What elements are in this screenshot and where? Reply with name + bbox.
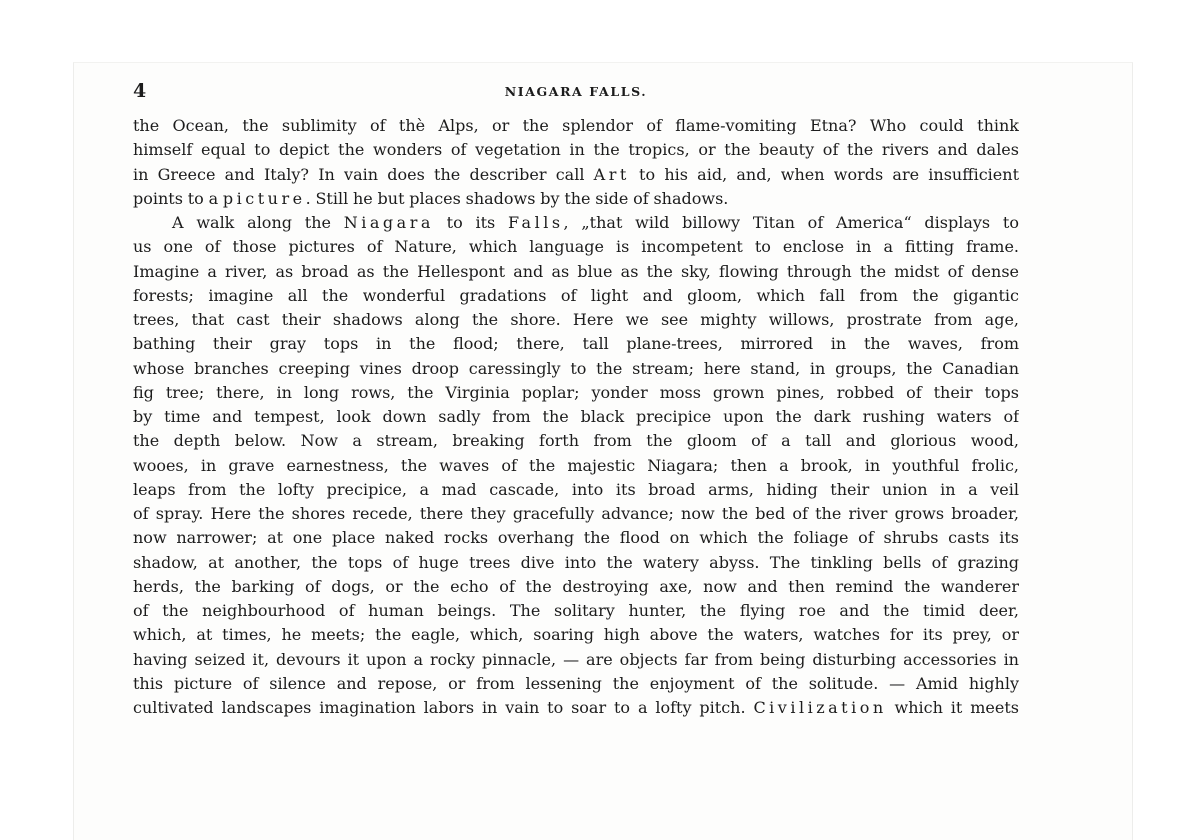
text-line	[133, 429, 1019, 453]
text-segment: trees, that cast their shadows along the shore. Here we see mighty willows, prostrate from age,	[133, 310, 1019, 329]
letterspaced-word: Niagara	[343, 213, 434, 232]
letterspaced-word: Art	[593, 164, 630, 184]
text-segment: , „that wild billowy Titan of America“ displays to	[563, 213, 1019, 232]
letterspaced-word: Civilization	[753, 698, 887, 717]
text-segment: which, at times, he meets; the eagle, which, soaring high above the waters, watches for its prey, or	[133, 625, 1019, 645]
text-segment: of the neighbourhood of human beings. The solitary hunter, the flying roe and the timid deer,	[133, 601, 1019, 620]
letterspaced-word: picture	[222, 188, 306, 208]
text-segment: the depth below. Now a stream, breaking forth from the gloom of a tall and glorious wood,	[133, 431, 1019, 451]
text-line	[133, 308, 1019, 332]
text-segment: bathing their gray tops in the flood; there, tall plane-trees, mirrored in the waves, from	[133, 334, 1019, 354]
text-line	[133, 235, 1019, 259]
text-line	[133, 138, 1019, 162]
text-line	[133, 163, 1019, 187]
text-line	[133, 114, 1019, 138]
text-segment: Imagine a river, as broad as the Hellespont and as blue as the sky, flowing through the midst of dense	[133, 261, 1019, 281]
page-number: 4	[133, 80, 147, 102]
letterspaced-word: Falls	[508, 213, 564, 232]
text-line	[133, 332, 1019, 356]
page-header	[133, 79, 1019, 103]
text-segment: us one of those pictures of Nature, which language is incompetent to enclose in a fitting frame.	[133, 237, 1019, 257]
text-segment: points to a	[133, 188, 223, 208]
scanned-book-page	[73, 62, 1133, 840]
text-segment: this picture of silence and repose, or from lessening the enjoyment of the solitude. — Amid highly	[133, 673, 1019, 693]
text-line	[133, 551, 1019, 575]
text-segment: himself equal to depict the wonders of vegetation in the tropics, or the beauty of the rivers and dales	[133, 140, 1019, 160]
text-segment: leaps from the lofty precipice, a mad cascade, into its broad arms, hiding their union in a veil	[133, 479, 1019, 499]
text-line	[133, 599, 1019, 623]
text-line	[133, 284, 1019, 308]
text-segment: now narrower; at one place naked rocks overhang the flood on which the foliage of shrubs casts its	[133, 528, 1019, 548]
text-line	[133, 211, 1019, 235]
text-segment: shadow, at another, the tops of huge trees dive into the watery abyss. The tinkling bells of grazing	[133, 552, 1019, 572]
text-segment: the Ocean, the sublimity of thè Alps, or the splendor of flame-vomiting Etna? Who could think	[133, 116, 1019, 135]
text-line	[133, 454, 1019, 478]
text-segment: having seized it, devours it upon a rocky pinnacle, — are objects far from being disturbing accessories in	[133, 649, 1019, 669]
text-line	[133, 405, 1019, 429]
body-text	[133, 114, 1019, 720]
text-segment: wooes, in grave earnestness, the waves of the majestic Niagara; then a brook, in youthful frolic,	[133, 455, 1019, 475]
text-line	[133, 357, 1019, 381]
text-segment: fig tree; there, in long rows, the Virginia poplar; yonder moss grown pines, robbed of their tops	[133, 382, 1019, 402]
text-segment: forests; imagine all the wonderful gradations of light and gloom, which fall from the gigantic	[133, 285, 1019, 305]
text-segment: herds, the barking of dogs, or the echo of the destroying axe, now and then remind the wanderer	[133, 576, 1019, 596]
text-line	[133, 502, 1019, 526]
text-segment: to his aid, and, when words are insufficient	[629, 164, 1019, 184]
text-segment: in Greece and Italy? In vain does the describer call	[133, 164, 594, 184]
text-line	[133, 187, 1019, 211]
text-segment: A walk along the	[172, 213, 344, 232]
text-line	[133, 623, 1019, 647]
text-segment: to its	[433, 213, 509, 232]
text-segment: cultivated landscapes imagination labors in vain to soar to a lofty pitch.	[133, 698, 754, 717]
text-segment: whose branches creeping vines droop caressingly to the stream; here stand, in groups, the Canadian	[133, 358, 1019, 378]
text-line	[133, 672, 1019, 696]
text-line	[133, 526, 1019, 550]
text-line	[133, 575, 1019, 599]
text-segment: by time and tempest, look down sadly from the black precipice upon the dark rushing waters of	[133, 407, 1019, 426]
text-line	[133, 648, 1019, 672]
running-header: NIAGARA FALLS.	[504, 84, 648, 99]
text-line	[133, 696, 1019, 720]
text-line	[133, 381, 1019, 405]
text-segment: which it meets	[886, 698, 1019, 717]
text-segment: of spray. Here the shores recede, there they gracefully advance; now the bed of the river grows broader,	[133, 504, 1019, 523]
text-line	[133, 478, 1019, 502]
text-line	[133, 260, 1019, 284]
text-segment: . Still he but places shadows by the side of shadows.	[305, 188, 729, 208]
